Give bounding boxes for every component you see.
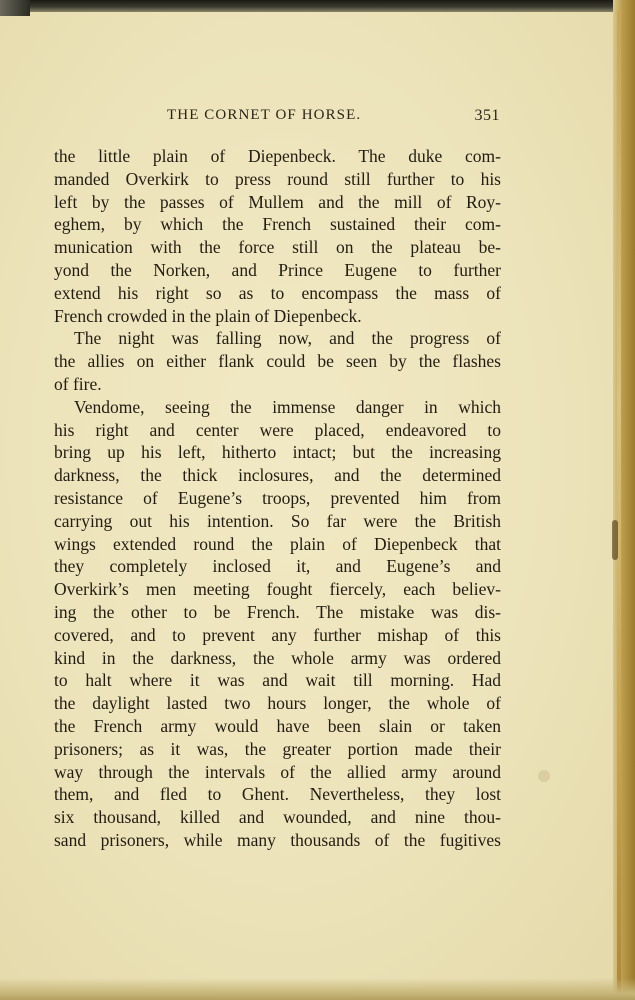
text-line: darkness, the thick inclosures, and the determined: [54, 465, 501, 486]
text-line: six thousand, killed and wounded, and nine thou-: [54, 807, 501, 828]
text-line: to halt where it was and wait till morning. Had: [54, 670, 501, 691]
text-line: Overkirk’s men meeting fought fiercely, each believ-: [54, 579, 501, 600]
text-line: way through the intervals of the allied army around: [54, 761, 501, 782]
text-line: of fire.: [54, 373, 102, 394]
text-line: his right and center were placed, endeavored to: [54, 419, 501, 440]
top-left-corner-shadow: [0, 0, 30, 16]
text-line: the little plain of Diepenbeck. The duke com-: [54, 146, 501, 166]
top-shadow-edge: [0, 0, 635, 12]
page-edge-highlight: [617, 10, 621, 995]
text-line: extend his right so as to encompass the mass of: [54, 282, 501, 303]
text-line: bring up his left, hitherto intact; but the increasing: [54, 442, 501, 463]
paper-stain: [612, 520, 618, 560]
running-title: THE CORNET OF HORSE.: [167, 107, 362, 123]
text-line: eghem, by which the French sustained their com-: [54, 214, 501, 235]
text-line: resistance of Eugene’s troops, prevented him from: [54, 487, 501, 508]
page-number: 351: [474, 107, 500, 124]
text-line: yond the Norken, and Prince Eugene to further: [54, 259, 501, 280]
text-line: wings extended round the plain of Diepenbeck that: [54, 533, 501, 554]
text-line: them, and fled to Ghent. Nevertheless, they lost: [54, 784, 501, 805]
text-line: left by the passes of Mullem and the mill of Roy-: [54, 191, 501, 212]
body-text: [54, 145, 501, 852]
page-header: [55, 107, 500, 127]
page-bottom-edge: [0, 978, 635, 1000]
text-line: the French army would have been slain or taken: [54, 715, 501, 736]
text-line: Vendome, seeing the immense danger in which: [74, 396, 501, 417]
text-line: munication with the force still on the plateau be-: [54, 237, 501, 258]
paper-stain: [538, 770, 550, 782]
text-line: the allies on either flank could be seen by the flashes: [54, 351, 501, 372]
text-line: the daylight lasted two hours longer, the whole of: [54, 693, 501, 714]
text-line: The night was falling now, and the progress of: [74, 328, 501, 349]
text-line: French crowded in the plain of Diepenbeck.: [54, 305, 362, 326]
text-line: they completely inclosed it, and Eugene’s and: [54, 556, 501, 577]
text-line: sand prisoners, while many thousands of the fugitives: [54, 829, 501, 850]
text-line: prisoners; as it was, the greater portion made their: [54, 738, 501, 759]
text-line: carrying out his intention. So far were the British: [54, 510, 501, 531]
text-line: manded Overkirk to press round still further to his: [54, 168, 501, 189]
text-line: ing the other to be French. The mistake was dis-: [54, 601, 501, 622]
text-line: covered, and to prevent any further mishap of this: [54, 624, 501, 645]
text-line: kind in the darkness, the whole army was ordered: [54, 647, 501, 668]
